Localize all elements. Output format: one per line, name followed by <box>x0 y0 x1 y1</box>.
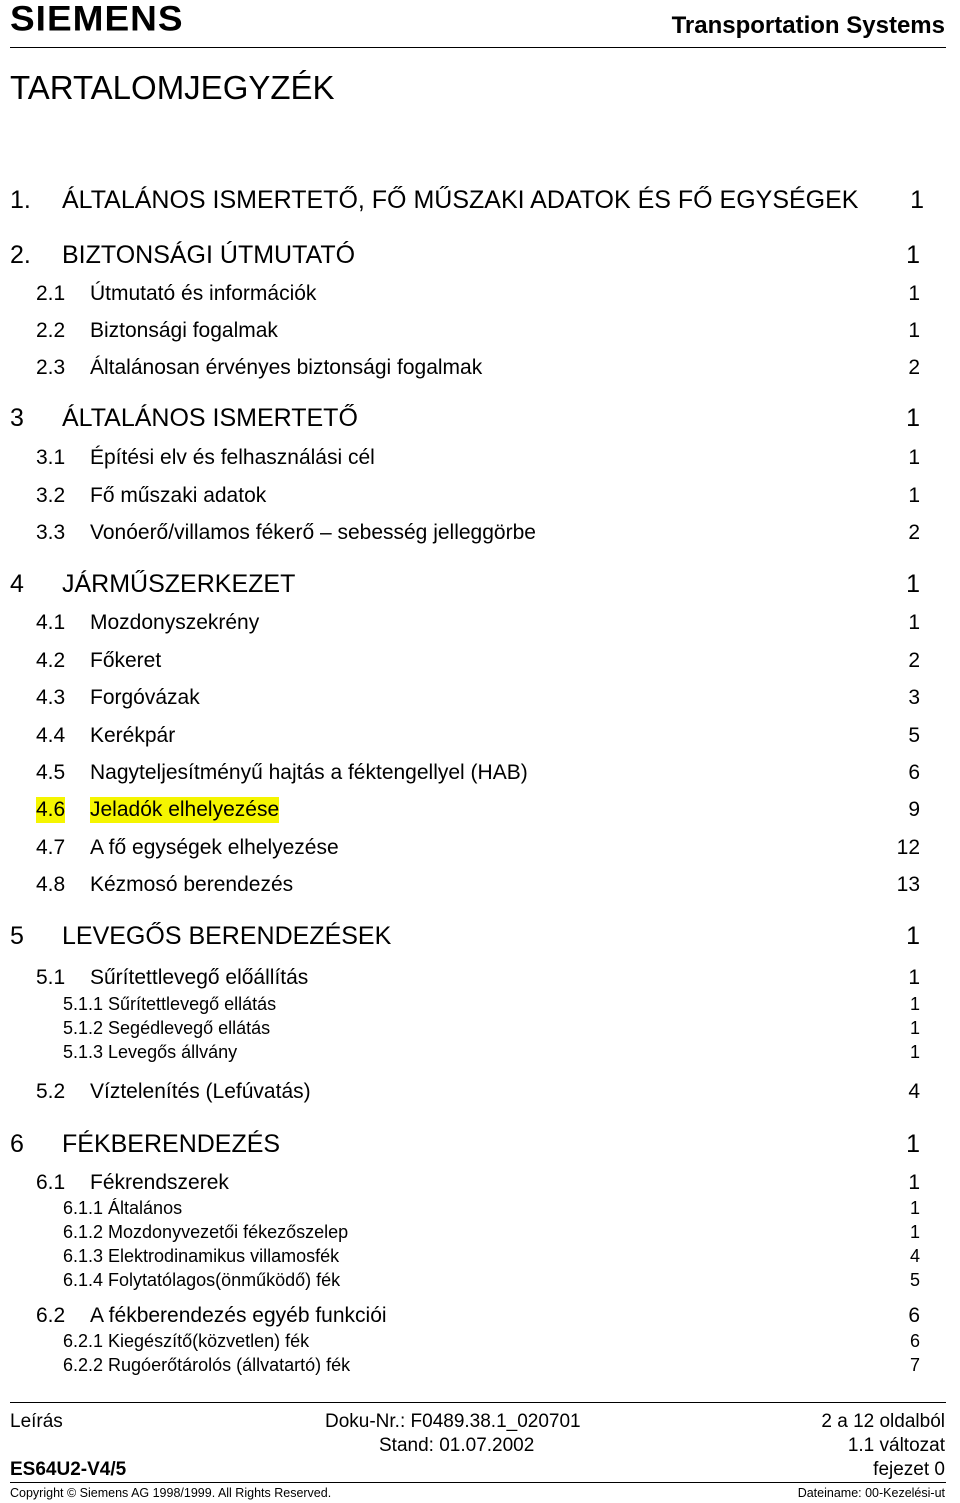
toc-entry-page: 2 <box>908 356 920 379</box>
toc-entry[interactable] <box>10 1129 920 1159</box>
toc-entry[interactable] <box>10 1041 920 1063</box>
toc-entry-page: 1 <box>908 1171 920 1194</box>
toc-entry[interactable] <box>10 403 920 433</box>
toc-entry[interactable] <box>10 1197 920 1219</box>
toc-entry-title: Mozdonyszekrény <box>90 611 260 634</box>
toc-entry[interactable] <box>10 1303 920 1329</box>
toc-entry[interactable] <box>10 520 920 546</box>
toc-entry[interactable] <box>10 1170 920 1196</box>
footer-divider <box>10 1402 946 1403</box>
toc-entry-title: 6.1.1 Általános <box>63 1198 183 1218</box>
toc-entry[interactable] <box>10 281 920 307</box>
toc-entry-title: BIZTONSÁGI ÚTMUTATÓ <box>62 241 356 269</box>
toc-entry[interactable] <box>10 723 920 749</box>
toc-entry-page: 1 <box>908 446 920 469</box>
page-title: TARTALOMJEGYZÉK <box>10 69 335 106</box>
toc-entry-number: 1. <box>10 186 31 214</box>
footer-model: ES64U2-V4/5 <box>10 1459 127 1480</box>
toc-entry-number: 2.2 <box>36 319 66 342</box>
footer-doc-number: Doku-Nr.: F0489.38.1_020701 <box>325 1411 581 1432</box>
toc-entry[interactable] <box>10 993 920 1015</box>
toc-entry-page: 9 <box>908 798 920 821</box>
toc-entry-page: 1 <box>906 1130 920 1158</box>
toc-entry-title: Fő műszaki adatok <box>90 484 267 507</box>
toc-entry-number: 2.3 <box>36 356 66 379</box>
toc-entry-title: JÁRMŰSZERKEZET <box>62 570 296 598</box>
toc-entry-title: Kézmosó berendezés <box>90 873 294 896</box>
toc-entry-number: 4.5 <box>36 761 66 784</box>
toc-entry[interactable] <box>10 610 920 636</box>
toc-entry[interactable] <box>10 185 924 215</box>
toc-entry-number: 5.1 <box>36 966 66 989</box>
toc-entry-page: 5 <box>908 724 920 747</box>
toc-entry-page: 1 <box>906 241 920 269</box>
toc-entry-page: 3 <box>908 686 920 709</box>
toc-entry-page: 1 <box>910 186 924 214</box>
toc-entry-page: 1 <box>908 319 920 342</box>
toc-entry[interactable] <box>10 1330 920 1352</box>
toc-entry-title: Jeladók elhelyezése <box>90 798 280 821</box>
toc-entry-number: 3.3 <box>36 521 66 544</box>
toc-entry-number: 4.8 <box>36 873 66 896</box>
toc-entry[interactable] <box>10 1221 920 1243</box>
toc-entry-page: 4 <box>908 1080 920 1103</box>
toc-entry-title: 6.1.4 Folytatólagos(önműködő) fék <box>63 1270 341 1290</box>
toc-entry-number: 4.1 <box>36 611 66 634</box>
toc-entry-number: 2. <box>10 241 31 269</box>
toc-entry-number: 4.7 <box>36 836 66 859</box>
toc-entry-title: Általánosan érvényes biztonsági fogalmak <box>90 356 483 379</box>
toc-entry-page: 1 <box>908 611 920 634</box>
footer-copyright: Copyright © Siemens AG 1998/1999. All Rights Reserved. <box>10 1486 332 1500</box>
toc-entry-page: 1 <box>909 994 920 1014</box>
footer-version: 1.1 változat <box>847 1435 945 1456</box>
toc-entry-number: 4.6 <box>36 798 66 821</box>
toc-entry-page: 6 <box>908 1304 920 1327</box>
toc-entry-title: ÁLTALÁNOS ISMERTETŐ <box>62 404 358 432</box>
toc-entry[interactable] <box>10 965 920 991</box>
toc-entry-number: 4.4 <box>36 724 66 747</box>
toc-entry[interactable] <box>10 240 920 270</box>
toc-entry-number: 6 <box>10 1130 24 1158</box>
toc-entry-number: 3.1 <box>36 446 66 469</box>
toc-entry[interactable] <box>10 1017 920 1039</box>
toc-entry[interactable] <box>10 1079 920 1105</box>
toc-entry-number: 5.2 <box>36 1080 66 1103</box>
toc-entry-title: 5.1.1 Sűrítettlevegő ellátás <box>63 994 277 1014</box>
toc-entry-page: 4 <box>909 1246 920 1266</box>
toc-entry-number: 4.3 <box>36 686 66 709</box>
toc-entry-number: 3.2 <box>36 484 66 507</box>
toc-entry-page: 2 <box>908 521 920 544</box>
footer-doc-type: Leírás <box>10 1411 63 1432</box>
toc-entry-number: 4 <box>10 570 24 598</box>
toc-entry-title: Forgóvázak <box>90 686 200 709</box>
toc-entry-page: 1 <box>906 922 920 950</box>
toc-entry-page: 7 <box>909 1355 920 1375</box>
toc-entry-title: 6.1.3 Elektrodinamikus villamosfék <box>63 1246 340 1266</box>
toc-entry-number: 3 <box>10 404 24 432</box>
toc-entry-number: 4.2 <box>36 649 66 672</box>
toc-entry-number: 6.2 <box>36 1304 66 1327</box>
toc-entry-page: 1 <box>909 1018 920 1038</box>
toc-entry-number: 6.1 <box>36 1171 66 1194</box>
toc-entry-title: Vonóerő/villamos fékerő – sebesség jelleggörbe <box>90 521 536 544</box>
toc-entry-title: ÁLTALÁNOS ISMERTETŐ, FŐ MŰSZAKI ADATOK ÉS FŐ EGYSÉGEK <box>62 186 859 214</box>
toc-entry-title: 5.1.2 Segédlevegő ellátás <box>63 1018 271 1038</box>
toc-entry[interactable] <box>10 921 920 951</box>
toc-entry[interactable] <box>10 569 920 599</box>
toc-entry-page: 2 <box>908 649 920 672</box>
toc-entry-title: Nagyteljesítményű hajtás a féktengellyel (HAB) <box>90 761 528 784</box>
toc-entry[interactable] <box>10 760 920 786</box>
toc-entry[interactable] <box>10 685 920 711</box>
toc-entry-page: 1 <box>908 966 920 989</box>
toc-entry[interactable] <box>10 835 920 861</box>
toc-entry-title: Biztonsági fogalmak <box>90 319 278 342</box>
toc-entry-page: 1 <box>909 1198 920 1218</box>
toc-entry-title: Fékrendszerek <box>90 1171 229 1194</box>
toc-entry[interactable] <box>10 872 920 898</box>
toc-entry-title: 6.2.2 Rugóerőtárolós (állvatartó) fék <box>63 1355 351 1375</box>
toc-entry-page: 1 <box>908 484 920 507</box>
footer-filename: Dateiname: 00-Kezelési-ut <box>797 1486 945 1500</box>
toc-entry-title: Útmutató és információk <box>90 282 317 305</box>
toc-entry[interactable] <box>10 797 920 823</box>
footer-bottom-divider <box>10 1482 946 1483</box>
toc-entry-page: 13 <box>896 873 920 896</box>
toc-entry-page: 6 <box>909 1331 920 1351</box>
toc-entry-title: 6.2.1 Kiegészítő(közvetlen) fék <box>63 1331 310 1351</box>
toc-entry-page: 1 <box>908 282 920 305</box>
toc-entry-title: A fékberendezés egyéb funkciói <box>90 1304 387 1327</box>
toc-entry-page: 1 <box>909 1222 920 1242</box>
toc-entry[interactable] <box>10 1245 920 1267</box>
toc-entry[interactable] <box>10 1269 920 1291</box>
toc-entry-page: 1 <box>906 404 920 432</box>
toc-entry-title: Főkeret <box>90 649 162 672</box>
header-divider <box>10 47 946 48</box>
toc-entry[interactable] <box>10 483 920 509</box>
toc-entry-title: FÉKBERENDEZÉS <box>62 1130 281 1158</box>
footer-page-count: 2 a 12 oldalból <box>821 1411 945 1432</box>
toc-entry-number: 5 <box>10 922 24 950</box>
toc-entry-title: 6.1.2 Mozdonyvezetői fékezőszelep <box>63 1222 349 1242</box>
toc-entry[interactable] <box>10 648 920 674</box>
toc-entry-title: A fő egységek elhelyezése <box>90 836 339 859</box>
division-name: Transportation Systems <box>671 12 945 39</box>
toc-entry-title: 5.1.3 Levegős állvány <box>63 1042 238 1062</box>
toc-entry-title: Víztelenítés (Lefúvatás) <box>90 1080 311 1103</box>
toc-entry[interactable] <box>10 445 920 471</box>
toc-entry-page: 6 <box>908 761 920 784</box>
toc-entry-title: Sűrítettlevegő előállítás <box>90 966 309 989</box>
toc-entry-page: 1 <box>906 570 920 598</box>
toc-entry[interactable] <box>10 355 920 381</box>
siemens-logo: SIEMENS <box>10 0 184 39</box>
toc-entry-title: LEVEGŐS BERENDEZÉSEK <box>62 922 392 950</box>
toc-entry-page: 12 <box>896 836 920 859</box>
toc-entry-number: 2.1 <box>36 282 66 305</box>
toc-entry[interactable] <box>10 1354 920 1376</box>
toc-entry-page: 1 <box>909 1042 920 1062</box>
toc-entry[interactable] <box>10 318 920 344</box>
page-header <box>10 0 945 48</box>
toc-entry-title: Építési elv és felhasználási cél <box>90 446 375 469</box>
toc-entry-page: 5 <box>909 1270 920 1290</box>
toc-entry-title: Kerékpár <box>90 724 176 747</box>
footer-chapter: fejezet 0 <box>873 1459 945 1480</box>
footer-stand-date: Stand: 01.07.2002 <box>379 1435 535 1456</box>
